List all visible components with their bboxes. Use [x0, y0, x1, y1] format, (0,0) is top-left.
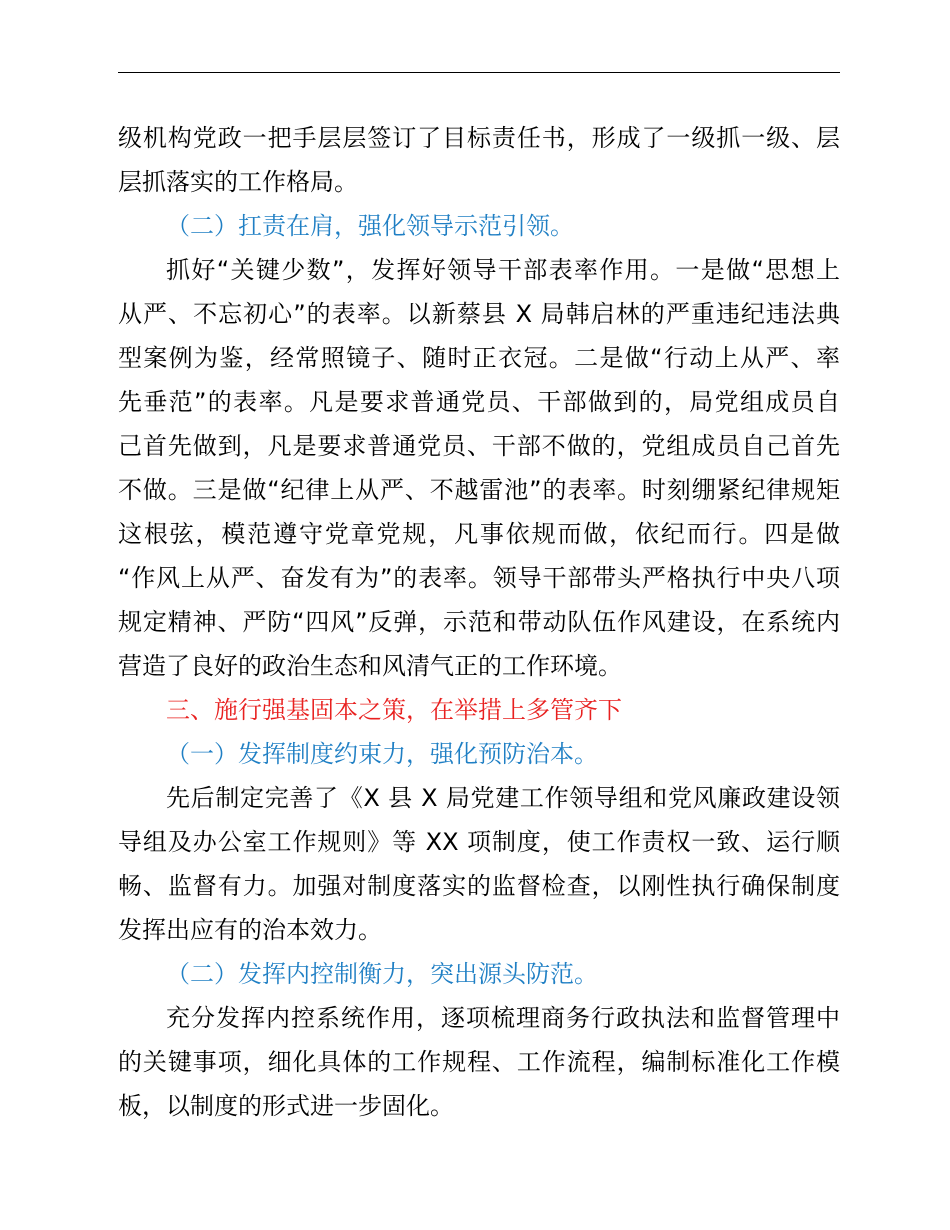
section-heading: 三、施行强基固本之策，在举措上多管齐下 [166, 696, 622, 724]
paragraph-line: 先垂范”的表率。凡是要求普通党员、干部做到的，局党组成员自 [118, 388, 840, 416]
paragraph-line: 营造了良好的政治生态和风清气正的工作环境。 [118, 652, 622, 680]
section-subheading: （二）发挥内控制衡力，突出源头防范。 [166, 960, 598, 988]
header-rule [118, 72, 840, 73]
paragraph-line: 型案例为鉴，经常照镜子、随时正衣冠。二是做“行动上从严、率 [118, 344, 840, 372]
paragraph-line: 这根弦，模范遵守党章党规，凡事依规而做，依纪而行。四是做 [118, 520, 840, 548]
document-body [118, 116, 840, 1128]
paragraph-line: “作风上从严、奋发有为”的表率。领导干部带头严格执行中央八项 [118, 564, 840, 592]
paragraph-line: 畅、监督有力。加强对制度落实的监督检查，以刚性执行确保制度 [118, 872, 840, 900]
paragraph-line: 不做。三是做“纪律上从严、不越雷池”的表率。时刻绷紧纪律规矩 [118, 476, 840, 504]
paragraph-line: 规定精神、严防“四风”反弹，示范和带动队伍作风建设，在系统内 [118, 608, 840, 636]
paragraph-line: 发挥出应有的治本效力。 [118, 916, 382, 944]
paragraph-line: 抓好“关键少数”，发挥好领导干部表率作用。一是做“思想上 [166, 256, 840, 284]
paragraph-line: 充分发挥内控系统作用，逐项梳理商务行政执法和监督管理中 [166, 1004, 840, 1032]
paragraph-line: 的关键事项，细化具体的工作规程、工作流程，编制标准化工作模 [118, 1048, 840, 1076]
section-subheading: （二）扛责在肩，强化领导示范引领。 [166, 212, 574, 240]
paragraph-line: 级机构党政一把手层层签订了目标责任书，形成了一级抓一级、层 [118, 124, 840, 152]
paragraph-line: 层抓落实的工作格局。 [118, 168, 358, 196]
paragraph-line: 己首先做到，凡是要求普通党员、干部不做的，党组成员自己首先 [118, 432, 840, 460]
paragraph-line: 先后制定完善了《X 县 X 局党建工作领导组和党风廉政建设领 [166, 784, 840, 812]
paragraph-line: 板，以制度的形式进一步固化。 [118, 1092, 454, 1120]
paragraph-line: 导组及办公室工作规则》等 XX 项制度，使工作责权一致、运行顺 [118, 828, 840, 856]
paragraph-line: 从严、不忘初心”的表率。以新蔡县 X 局韩启林的严重违纪违法典 [118, 300, 840, 328]
section-subheading: （一）发挥制度约束力，强化预防治本。 [166, 740, 598, 768]
